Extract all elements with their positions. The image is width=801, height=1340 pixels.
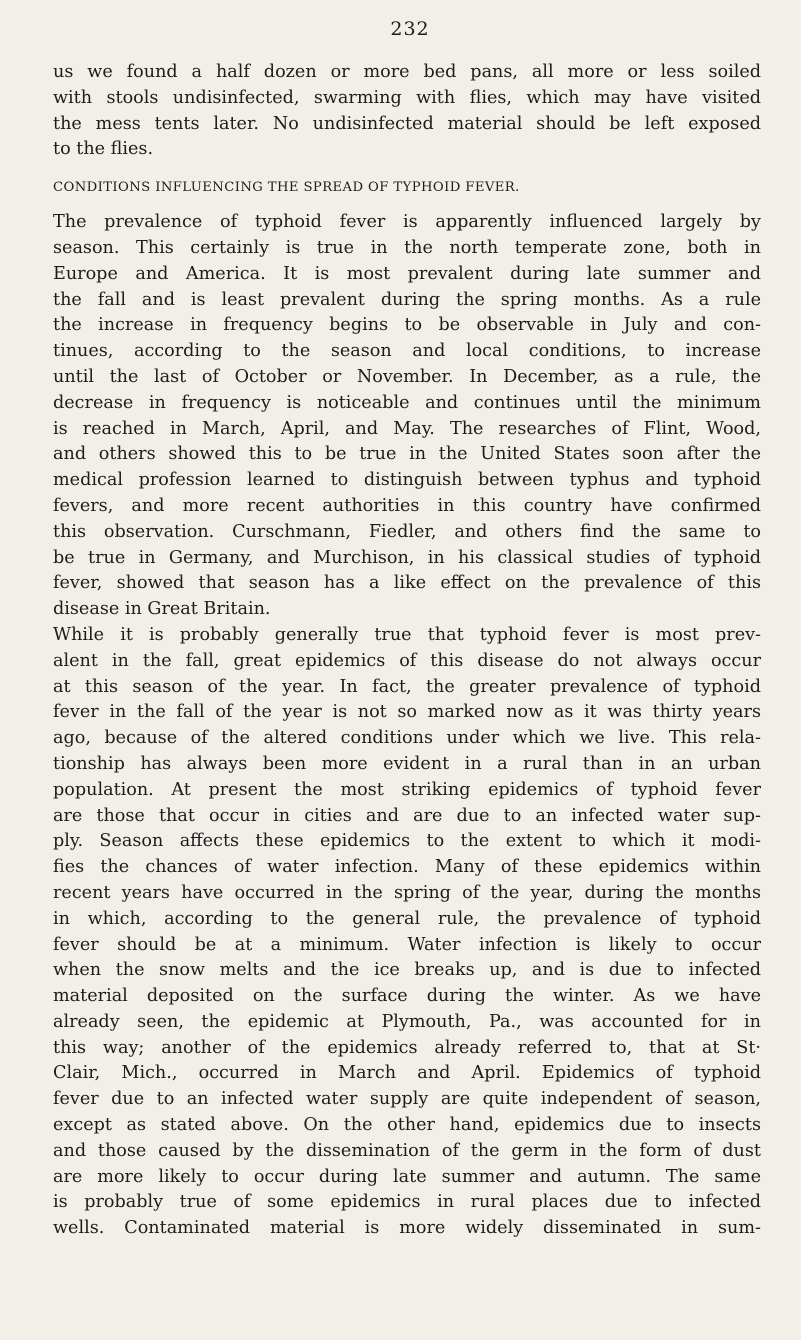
- text-line: Europe and America. It is most prevalent during late summer and: [53, 263, 761, 284]
- text-line: are those that occur in cities and are due to an infected water sup-: [53, 805, 761, 826]
- paragraph-season-prevalence: [53, 210, 761, 623]
- text-line: except as stated above. On the other hand, epidemics due to insects: [53, 1115, 761, 1136]
- text-line: with stools undisinfected, swarming with flies, which may have visited: [53, 87, 761, 108]
- text-line: fies the chances of water infection. Many of these epidemics within: [53, 857, 761, 878]
- text-line: is probably true of some epidemics in rural places due to infected: [53, 1192, 761, 1213]
- text-line: While it is probably generally true that typhoid fever is most prev-: [53, 624, 761, 645]
- section-heading: CONDITIONS INFLUENCING THE SPREAD OF TYPHOID FEVER.: [53, 180, 520, 196]
- text-line: and those caused by the dissemination of the germ in the form of dust: [53, 1140, 761, 1161]
- text-line: medical profession learned to distinguish between typhus and typhoid: [53, 470, 761, 491]
- text-line: when the snow melts and the ice breaks up, and is due to infected: [53, 960, 761, 981]
- text-line: fever, showed that season has a like effect on the prevalence of this: [53, 573, 761, 594]
- text-line: tionship has always been more evident in a rural than in an urban: [53, 753, 761, 774]
- page-number: 232: [390, 18, 430, 40]
- text-line: alent in the fall, great epidemics of this disease do not always occur: [53, 650, 761, 671]
- text-line: ply. Season affects these epidemics to the extent to which it modi-: [53, 831, 761, 852]
- text-line: and others showed this to be true in the United States soon after the: [53, 444, 761, 465]
- text-line: ago, because of the altered conditions under which we live. This rela-: [53, 728, 761, 749]
- text-line: this observation. Curschmann, Fiedler, and others find the same to: [53, 521, 761, 542]
- text-line: the increase in frequency begins to be observable in July and con-: [53, 315, 761, 336]
- text-line: season. This certainly is true in the north temperate zone, both in: [53, 237, 761, 258]
- text-line: fever due to an infected water supply are quite independent of season,: [53, 1089, 761, 1110]
- text-line: the fall and is least prevalent during the spring months. As a rule: [53, 289, 761, 310]
- text-line: us we found a half dozen or more bed pans, all more or less soiled: [53, 62, 761, 82]
- text-line: decrease in frequency is noticeable and continues until the minimum: [53, 392, 761, 413]
- text-line: until the last of October or November. In December, as a rule, the: [53, 366, 761, 387]
- text-line: fevers, and more recent authorities in this country have confirmed: [53, 495, 761, 516]
- text-line: wells. Contaminated material is more widely disseminated in sum-: [53, 1218, 761, 1239]
- text-line: fever in the fall of the year is not so marked now as it was thirty years: [53, 702, 761, 723]
- text-line: be true in Germany, and Murchison, in his classical studies of typhoid: [53, 547, 761, 568]
- text-line: The prevalence of typhoid fever is apparently influenced largely by: [53, 212, 761, 233]
- text-line: are more likely to occur during late summer and autumn. The same: [53, 1166, 761, 1187]
- text-line: recent years have occurred in the spring of the year, during the months: [53, 882, 761, 903]
- text-line: is reached in March, April, and May. The researches of Flint, Wood,: [53, 418, 761, 439]
- text-line: fever should be at a minimum. Water infection is likely to occur: [53, 934, 761, 955]
- text-line: disease in Great Britain.: [53, 599, 271, 620]
- text-line: at this season of the year. In fact, the greater prevalence of typhoid: [53, 676, 761, 697]
- text-line: population. At present the most striking epidemics of typhoid fever: [53, 779, 761, 800]
- text-line: tinues, according to the season and local conditions, to increase: [53, 341, 761, 362]
- text-line: already seen, the epidemic at Plymouth, Pa., was accounted for in: [53, 1011, 761, 1032]
- text-line: this way; another of the epidemics already referred to, that at St·: [53, 1037, 761, 1058]
- text-line: the mess tents later. No undisinfected material should be left exposed: [53, 113, 761, 134]
- paragraph-epidemics: [53, 623, 761, 1242]
- text-line: in which, according to the general rule, the prevalence of typhoid: [53, 908, 761, 929]
- text-line: material deposited on the surface during the winter. As we have: [53, 986, 761, 1007]
- text-line: Clair, Mich., occurred in March and April. Epidemics of typhoid: [53, 1063, 761, 1084]
- opening-paragraph: [53, 60, 761, 163]
- text-line: to the flies.: [53, 139, 154, 160]
